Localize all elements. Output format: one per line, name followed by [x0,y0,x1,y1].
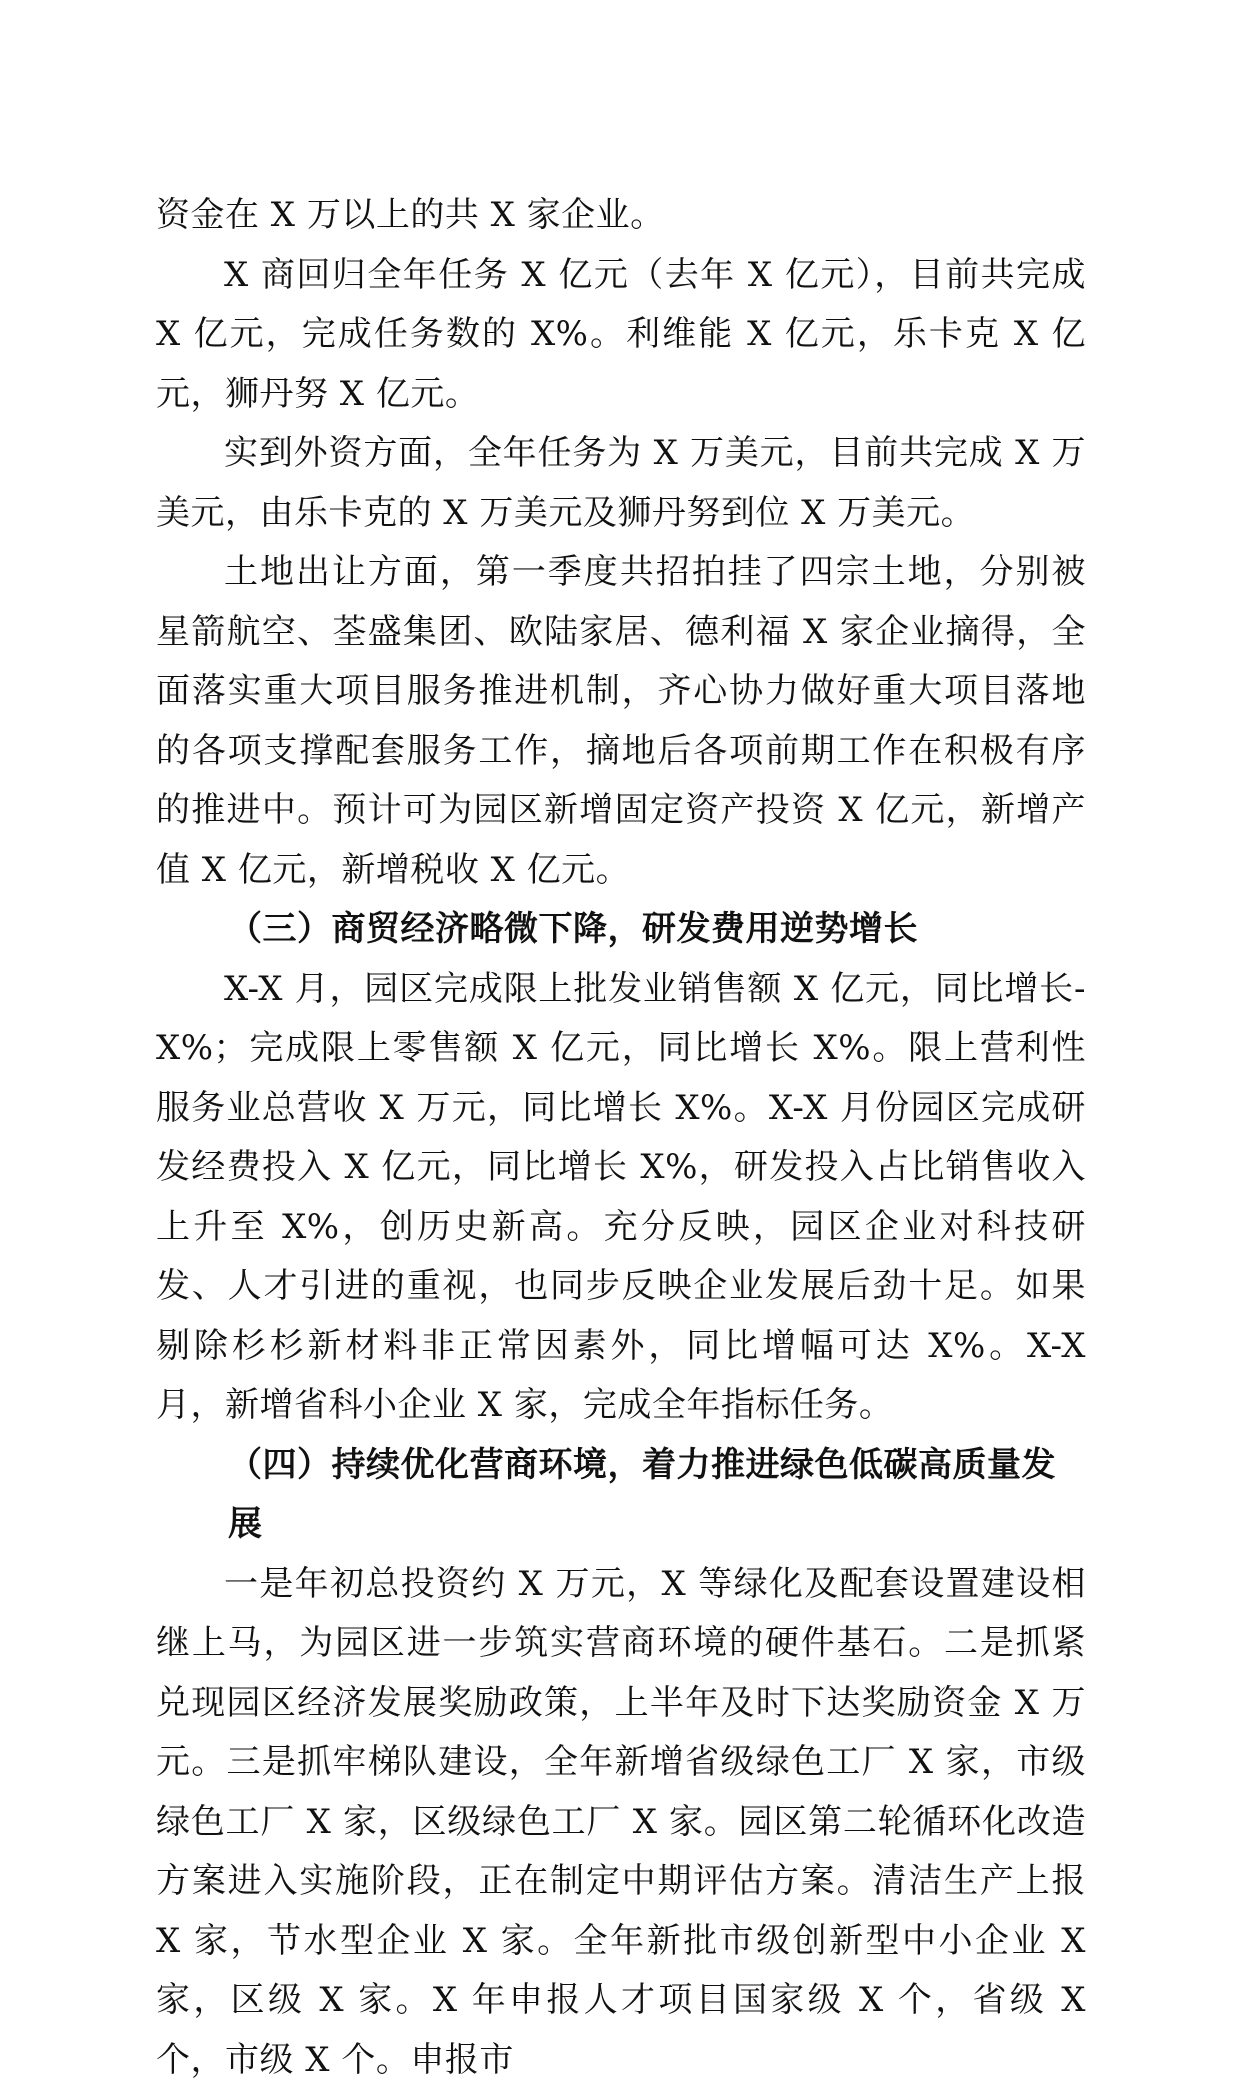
paragraph-land-transfer: 土地出让方面，第一季度共招拍挂了四宗土地，分别被星箭航空、荃盛集团、欧陆家居、德利福 X 家企业摘得，全面落实重大项目服务推进机制，齐心协力做好重大项目落地的各项支撑配套服务工作，摘地后各项前期工作在积极有序的推进中。预计可为园区新增固定资产投资 X 亿元，新增产值 X 亿元，新增税收 X 亿元。 [156,543,1086,900]
paragraph-trade-rd: X-X 月，园区完成限上批发业销售额 X 亿元，同比增长-X%；完成限上零售额 X 亿元，同比增长 X%。限上营利性服务业总营收 X 万元，同比增长 X%。X-X 月份园区完成研发经费投入 X 亿元，同比增长 X%，研发投入占比销售收入上升至 X%，创历史新高。充分反映，园区企业对科技研发、人才引进的重视，也同步反映企业发展后劲十足。如果剔除杉杉新材料非正常因素外，同比增幅可达 X%。X-X 月，新增省科小企业 X 家，完成全年指标任务。 [156,960,1086,1436]
section-heading-trade-economy: （三）商贸经济略微下降，研发费用逆势增长 [156,900,1086,960]
paragraph-investment-return: X 商回归全年任务 X 亿元（去年 X 亿元），目前共完成 X 亿元，完成任务数的 X%。利维能 X 亿元，乐卡克 X 亿元，狮丹努 X 亿元。 [156,246,1086,425]
paragraph-funding-continuation: 资金在 X 万以上的共 X 家企业。 [156,186,1086,246]
paragraph-foreign-investment: 实到外资方面，全年任务为 X 万美元，目前共完成 X 万美元，由乐卡克的 X 万美元及狮丹努到位 X 万美元。 [156,424,1086,543]
section-heading-business-environment: （四）持续优化营商环境，着力推进绿色低碳高质量发展 [156,1436,1086,1555]
document-body [156,186,1086,2090]
paragraph-business-environment: 一是年初总投资约 X 万元，X 等绿化及配套设置建设相继上马，为园区进一步筑实营商环境的硬件基石。二是抓紧兑现园区经济发展奖励政策，上半年及时下达奖励资金 X 万元。三是抓牢梯队建设，全年新增省级绿色工厂 X 家，市级绿色工厂 X 家，区级绿色工厂 X 家。园区第二轮循环化改造方案进入实施阶段，正在制定中期评估方案。清洁生产上报 X 家，节水型企业 X 家。全年新批市级创新型中小企业 X 家，区级 X 家。X 年申报人才项目国家级 X 个，省级 X 个，市级 X 个。申报市 [156,1555,1086,2090]
